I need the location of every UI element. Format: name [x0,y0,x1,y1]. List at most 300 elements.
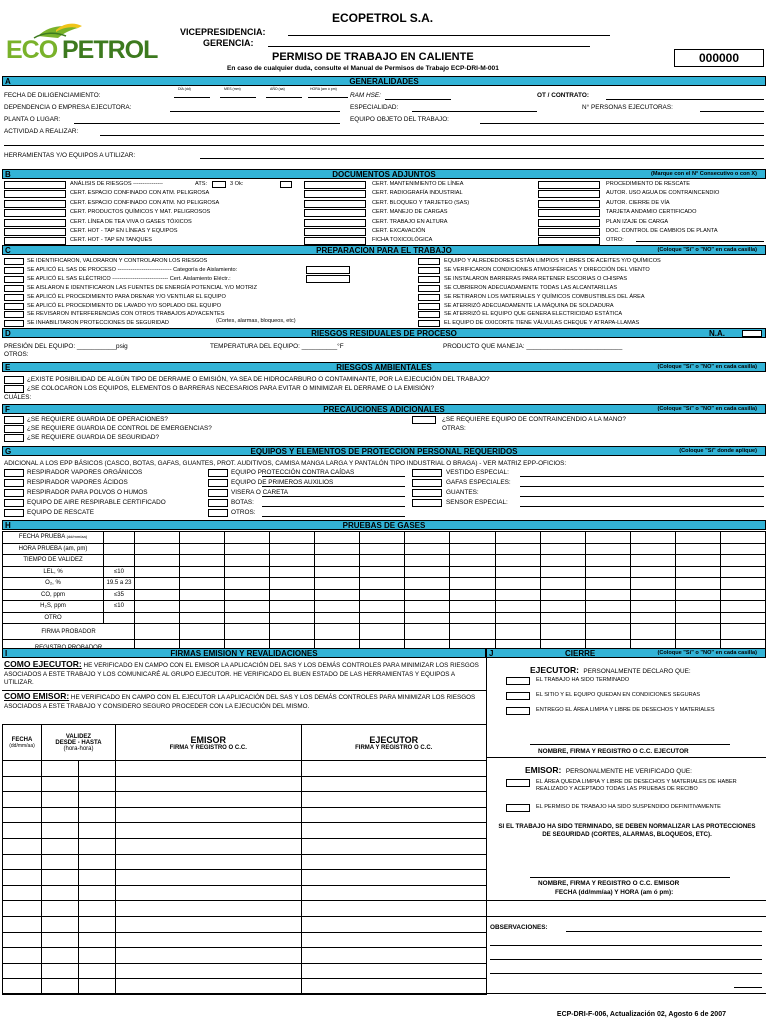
personas-field[interactable] [700,111,764,112]
gas-value-cell[interactable] [360,578,405,590]
emisor-sign-cell[interactable] [116,963,302,979]
equipo-field[interactable] [480,123,764,124]
gas-value-cell[interactable] [675,624,720,640]
gas-value-cell[interactable] [360,624,405,640]
gas-value-cell[interactable] [585,624,630,640]
emisor-sign-cell[interactable] [116,901,302,917]
epp-field[interactable] [520,506,764,507]
gas-value-cell[interactable] [630,532,675,544]
fecha-cell[interactable] [3,916,42,932]
fecha-cell[interactable] [3,948,42,964]
gas-value-cell[interactable] [675,601,720,613]
section-g-title: EQUIPOS Y ELEMENTOS DE PROTECCION PERSONAL REQUERIDOS [250,447,518,456]
preparation-checkbox[interactable] [418,267,440,274]
hasta-cell[interactable] [79,838,116,854]
gas-value-cell[interactable] [540,532,585,544]
gas-value-cell[interactable] [225,624,270,640]
gas-value-cell[interactable] [675,555,720,567]
desde-cell[interactable] [42,761,79,777]
desde-cell[interactable] [42,807,79,823]
ejecutor-sign-cell[interactable] [301,823,487,839]
gas-value-cell[interactable] [360,601,405,613]
gas-row [3,601,766,613]
gas-value-cell[interactable] [315,612,360,624]
gas-value-cell[interactable] [180,601,225,613]
gas-value-cell[interactable] [180,566,225,578]
gas-value-cell[interactable] [675,543,720,555]
gas-value-cell[interactable] [585,589,630,601]
emisor-sign-cell[interactable] [116,776,302,792]
gas-value-cell[interactable] [225,589,270,601]
gas-value-cell[interactable] [495,589,540,601]
gas-value-cell[interactable] [630,612,675,624]
hasta-cell[interactable] [79,854,116,870]
epp-checkbox[interactable] [412,479,442,487]
gas-value-cell[interactable] [360,589,405,601]
equipo-label: EQUIPO OBJETO DEL TRABAJO: [350,116,449,123]
planta-field[interactable] [74,123,340,124]
desde-cell[interactable] [42,792,79,808]
gas-value-cell[interactable] [585,612,630,624]
gas-value-cell[interactable] [135,543,180,555]
document-checkbox[interactable] [538,181,600,189]
hasta-cell[interactable] [79,776,116,792]
gas-value-cell[interactable] [135,532,180,544]
gas-value-cell[interactable] [495,612,540,624]
gas-value-cell[interactable] [405,555,450,567]
fecha-cell[interactable] [3,901,42,917]
ejecutor-sign-cell[interactable] [301,948,487,964]
gas-value-cell[interactable] [630,566,675,578]
desde-cell[interactable] [42,776,79,792]
epp-field[interactable] [520,496,764,497]
document-checkbox[interactable] [304,200,366,208]
epp-field[interactable] [520,476,764,477]
gas-value-cell[interactable] [180,624,225,640]
epp-checkbox[interactable] [208,489,228,497]
gas-value-cell[interactable] [180,589,225,601]
document-checkbox[interactable] [538,228,600,236]
observaciones-line-3[interactable] [490,959,762,960]
gas-value-cell[interactable] [225,543,270,555]
gas-value-cell[interactable] [180,555,225,567]
gas-value-cell[interactable] [720,601,765,613]
document-checkbox[interactable] [4,228,66,236]
epp-checkbox[interactable] [412,489,442,497]
desde-cell[interactable] [42,854,79,870]
gas-value-cell[interactable] [630,555,675,567]
gas-value-cell[interactable] [360,532,405,544]
emisor-sign-cell[interactable] [116,807,302,823]
gas-row-label-cell [3,543,104,555]
epp-checkbox[interactable] [4,509,24,517]
gas-value-cell[interactable] [630,543,675,555]
document-checkbox[interactable] [4,200,66,208]
desde-cell[interactable] [42,838,79,854]
gas-value-cell[interactable] [720,589,765,601]
document-checkbox[interactable] [304,228,366,236]
fecha-cell[interactable] [3,776,42,792]
hasta-cell[interactable] [79,901,116,917]
year-field[interactable] [266,97,302,98]
cierre-ejecutor-checkbox[interactable] [506,677,530,685]
hasta-cell[interactable] [79,948,116,964]
gas-value-cell[interactable] [630,589,675,601]
ejecutor-sign-cell[interactable] [301,792,487,808]
preparation-checkbox[interactable] [4,267,24,274]
ejecutor-sign-cell[interactable] [301,776,487,792]
epp-checkbox[interactable] [208,499,228,507]
observaciones-line-2[interactable] [490,945,762,946]
gas-value-cell[interactable] [495,532,540,544]
precaution-checkbox[interactable] [4,416,24,424]
gas-value-cell[interactable] [180,578,225,590]
gas-value-cell[interactable] [270,555,315,567]
desde-cell[interactable] [42,885,79,901]
gas-value-cell[interactable] [630,601,675,613]
section-g-note: (Coloque "Sí" donde aplique) [679,448,757,454]
gas-value-cell[interactable] [675,566,720,578]
hasta-cell[interactable] [79,761,116,777]
ejecutor-sign-cell[interactable] [301,901,487,917]
epp-field[interactable] [262,516,405,517]
gas-value-cell[interactable] [540,601,585,613]
emisor-sign-line[interactable] [530,877,730,878]
fecha-cell[interactable] [3,838,42,854]
observaciones-line-4[interactable] [490,973,762,974]
ats-ok-checkbox[interactable] [280,181,292,188]
gas-value-cell[interactable] [450,532,495,544]
gas-value-cell[interactable] [450,624,495,640]
gas-value-cell[interactable] [585,532,630,544]
gas-value-cell[interactable] [225,612,270,624]
gas-value-cell[interactable] [405,532,450,544]
epp-checkbox[interactable] [4,489,24,497]
epp-checkbox[interactable] [412,499,442,507]
gas-value-cell[interactable] [405,601,450,613]
gas-value-cell[interactable] [270,624,315,640]
desde-cell[interactable] [42,916,79,932]
gas-value-cell[interactable] [630,578,675,590]
actividad-field-1[interactable] [100,135,764,136]
ejecutor-sign-cell[interactable] [301,932,487,948]
gas-value-cell[interactable] [720,532,765,544]
preparation-checkbox[interactable] [418,285,440,292]
gas-value-cell[interactable] [495,624,540,640]
herramientas-field[interactable] [200,158,764,159]
gas-value-cell[interactable] [585,601,630,613]
ejecutor-sign-cell[interactable] [301,870,487,886]
gas-value-cell[interactable] [315,555,360,567]
gas-value-cell[interactable] [135,601,180,613]
ejecutor-sign-cell[interactable] [301,761,487,777]
observaciones-line-5[interactable] [734,987,762,988]
gas-value-cell[interactable] [135,566,180,578]
document-checkbox[interactable] [4,219,66,227]
fecha-cell[interactable] [3,854,42,870]
gas-value-cell[interactable] [720,566,765,578]
fecha-cell[interactable] [3,963,42,979]
emisor-sign-cell[interactable] [116,932,302,948]
ejecutor-sign-cell[interactable] [301,854,487,870]
fecha-cell[interactable] [3,761,42,777]
epp-field[interactable] [262,476,405,477]
ejecutor-sign-line[interactable] [530,744,730,745]
gas-value-cell[interactable] [720,612,765,624]
epp-field[interactable] [262,486,405,487]
hasta-cell[interactable] [79,807,116,823]
day-field[interactable] [174,97,210,98]
epp-checkbox[interactable] [4,469,24,477]
gas-value-cell[interactable] [315,532,360,544]
gas-value-cell[interactable] [630,624,675,640]
producto-label: PRODUCTO QUE MANEJA: ___________________________ [443,343,623,350]
derrame-checkbox[interactable] [4,376,24,384]
epp-checkbox[interactable] [208,509,228,517]
desde-cell[interactable] [42,870,79,886]
gas-value-cell[interactable] [585,578,630,590]
gas-value-cell[interactable] [270,601,315,613]
gas-value-cell[interactable] [450,566,495,578]
fecha-cell[interactable] [3,823,42,839]
gas-value-cell[interactable] [225,601,270,613]
gas-value-cell[interactable] [585,543,630,555]
ot-field[interactable] [606,99,764,100]
hasta-cell[interactable] [79,870,116,886]
gas-value-cell[interactable] [675,578,720,590]
gas-value-cell[interactable] [495,543,540,555]
document-checkbox[interactable] [304,190,366,198]
preparation-checkbox[interactable] [418,303,440,310]
hasta-cell[interactable] [79,885,116,901]
fecha-cell[interactable] [3,932,42,948]
fecha-cell[interactable] [3,885,42,901]
epp-checkbox[interactable] [4,479,24,487]
epp-field[interactable] [262,496,405,497]
preparation-checkbox[interactable] [418,294,440,301]
vicepresidencia-field[interactable] [288,35,610,36]
gas-value-cell[interactable] [405,612,450,624]
gas-value-cell[interactable] [675,612,720,624]
document-checkbox[interactable] [538,219,600,227]
preparation-checkbox[interactable] [418,258,440,265]
gas-value-cell[interactable] [495,566,540,578]
gas-value-cell[interactable] [360,543,405,555]
gas-value-cell[interactable] [450,555,495,567]
desde-cell[interactable] [42,901,79,917]
gas-value-cell[interactable] [225,566,270,578]
gas-value-cell[interactable] [540,589,585,601]
gas-value-cell[interactable] [720,624,765,640]
gas-value-cell[interactable] [450,578,495,590]
gas-value-cell[interactable] [270,578,315,590]
fecha-cell[interactable] [3,792,42,808]
document-checkbox[interactable] [304,219,366,227]
gas-value-cell[interactable] [270,532,315,544]
preparation-checkbox[interactable] [4,285,24,292]
gas-value-cell[interactable] [225,578,270,590]
hasta-cell[interactable] [79,792,116,808]
epp-checkbox[interactable] [208,479,228,487]
gas-value-cell[interactable] [180,532,225,544]
otro-doc-field[interactable] [636,241,764,242]
document-checkbox[interactable] [304,181,366,189]
ejecutor-sign-cell[interactable] [301,885,487,901]
gas-value-cell[interactable] [450,589,495,601]
gas-value-cell[interactable] [315,543,360,555]
gas-value-cell[interactable] [315,566,360,578]
actividad-field-2[interactable] [4,145,764,146]
gas-value-cell[interactable] [270,589,315,601]
emisor-sign-cell[interactable] [116,823,302,839]
document-checkbox[interactable] [304,209,366,217]
gas-value-cell[interactable] [315,601,360,613]
ejecutor-sign-cell[interactable] [301,963,487,979]
dependencia-field[interactable] [170,111,340,112]
gas-value-cell[interactable] [135,624,180,640]
document-checkbox[interactable] [538,209,600,217]
especialidad-field[interactable] [412,111,537,112]
preparation-checkbox[interactable] [418,311,440,318]
observaciones-line-1[interactable] [566,931,762,932]
aislamiento-electrico-field[interactable] [306,275,350,283]
document-checkbox[interactable] [4,209,66,217]
gas-value-cell[interactable] [720,555,765,567]
gas-value-cell[interactable] [585,566,630,578]
emisor-sign-cell[interactable] [116,792,302,808]
gas-value-cell[interactable] [405,578,450,590]
gas-value-cell[interactable] [315,578,360,590]
ejecutor-sign-cell[interactable] [301,916,487,932]
gas-value-cell[interactable] [360,612,405,624]
emisor-sign-cell[interactable] [116,870,302,886]
gas-value-cell[interactable] [405,624,450,640]
document-checkbox[interactable] [538,190,600,198]
cierre-emisor-checkbox[interactable] [506,804,530,812]
gas-value-cell[interactable] [225,532,270,544]
preparation-checkbox[interactable] [4,320,24,327]
preparation-checkbox[interactable] [4,294,24,301]
hasta-cell[interactable] [79,916,116,932]
ats-checkbox[interactable] [212,181,226,188]
gas-value-cell[interactable] [540,612,585,624]
hour-field[interactable] [308,97,348,98]
gas-value-cell[interactable] [360,566,405,578]
gas-value-cell[interactable] [135,578,180,590]
epp-checkbox[interactable] [208,469,228,477]
preparation-checkbox[interactable] [418,276,440,283]
gas-value-cell[interactable] [675,589,720,601]
gas-value-cell[interactable] [495,555,540,567]
fecha-cell[interactable] [3,870,42,886]
gas-value-cell[interactable] [360,555,405,567]
cierre-ejecutor-checkbox[interactable] [506,707,530,715]
emisor-sign-cell[interactable] [116,761,302,777]
ejecutor-sign-cell[interactable] [301,807,487,823]
preparation-checkbox[interactable] [418,320,440,327]
gas-value-cell[interactable] [675,532,720,544]
gas-value-cell[interactable] [540,624,585,640]
gas-value-cell[interactable] [135,612,180,624]
document-checkbox[interactable] [4,181,66,189]
gas-value-cell[interactable] [405,566,450,578]
gas-value-cell[interactable] [585,555,630,567]
gas-value-cell[interactable] [450,601,495,613]
document-checkbox[interactable] [538,200,600,208]
gas-value-cell[interactable] [405,543,450,555]
ejecutor-sign-cell[interactable] [301,838,487,854]
epp-checkbox[interactable] [4,499,24,507]
emisor-sign-cell[interactable] [116,885,302,901]
desde-cell[interactable] [42,948,79,964]
desde-cell[interactable] [42,963,79,979]
hasta-cell[interactable] [79,823,116,839]
gas-value-cell[interactable] [180,543,225,555]
preparation-checkbox[interactable] [4,303,24,310]
na-checkbox[interactable] [742,330,762,337]
gas-value-cell[interactable] [225,555,270,567]
gas-value-cell[interactable] [450,543,495,555]
preparation-checkbox[interactable] [4,311,24,318]
ram-field[interactable] [385,99,451,100]
gas-value-cell[interactable] [135,555,180,567]
preparation-checkbox[interactable] [4,258,24,265]
gas-value-cell[interactable] [180,612,225,624]
categoria-field[interactable] [306,266,350,274]
document-checkbox[interactable] [4,190,66,198]
precaution-checkbox[interactable] [4,434,24,442]
month-field[interactable] [220,97,256,98]
gas-value-cell[interactable] [270,566,315,578]
emisor-sign-cell[interactable] [116,838,302,854]
contraincendio-checkbox[interactable] [412,416,436,424]
gas-value-cell[interactable] [450,612,495,624]
preparation-checkbox[interactable] [4,276,24,283]
cierre-ejecutor-checkbox[interactable] [506,692,530,700]
gas-value-cell[interactable] [270,543,315,555]
fecha-cell[interactable] [3,807,42,823]
gas-value-cell[interactable] [315,589,360,601]
gas-value-cell[interactable] [540,578,585,590]
cierre-emisor-checkbox[interactable] [506,779,530,787]
epp-field[interactable] [262,506,405,507]
gas-value-cell[interactable] [135,589,180,601]
epp-checkbox[interactable] [412,469,442,477]
gas-value-cell[interactable] [495,601,540,613]
epp-field[interactable] [520,486,764,487]
gas-value-cell[interactable] [405,589,450,601]
emisor-sign-cell[interactable] [116,948,302,964]
gerencia-field[interactable] [268,46,590,47]
emisor-sign-cell[interactable] [116,916,302,932]
desde-cell[interactable] [42,823,79,839]
desde-cell[interactable] [42,932,79,948]
gas-value-cell[interactable] [720,578,765,590]
gas-value-cell[interactable] [270,612,315,624]
gas-value-cell[interactable] [540,555,585,567]
gas-value-cell[interactable] [540,566,585,578]
gas-value-cell[interactable] [495,578,540,590]
gas-value-cell[interactable] [315,624,360,640]
gas-value-cell[interactable] [720,543,765,555]
hasta-cell[interactable] [79,932,116,948]
emisor-sign-cell[interactable] [116,854,302,870]
precaution-checkbox[interactable] [4,425,24,433]
gas-value-cell[interactable] [540,543,585,555]
date-boxes [160,87,348,99]
barreras-checkbox[interactable] [4,385,24,393]
hasta-cell[interactable] [79,963,116,979]
